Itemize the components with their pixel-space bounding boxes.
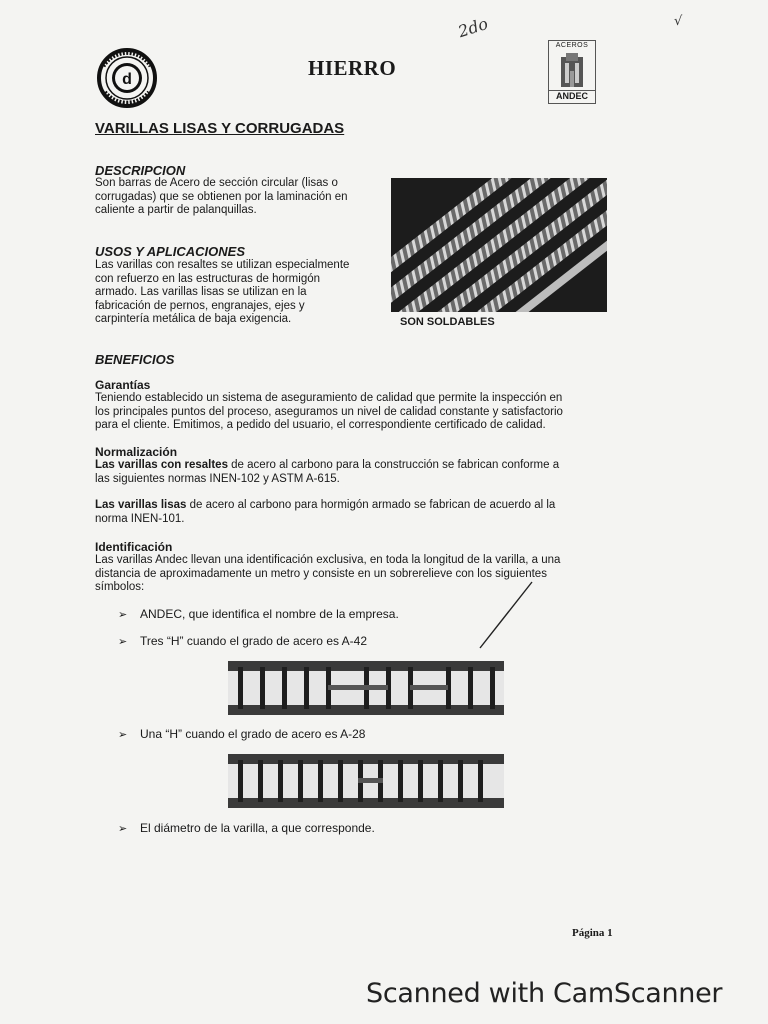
normalizacion-p1	[95, 459, 615, 486]
descripcion-line: caliente a partir de palanquillas.	[95, 204, 257, 216]
bullet-arrow-icon: ➢	[118, 609, 128, 621]
normalizacion-p2-rest: de acero al carbono para hormigón armado se fabrican de acuerdo al la	[186, 499, 556, 511]
handwritten-tick: √	[674, 14, 683, 29]
usos-line: armado. Las varillas lisas se utilizan en la	[95, 286, 307, 298]
garantias-heading: Garantías	[95, 378, 151, 392]
bullet-text: Una “H” cuando el grado de acero es A-28	[140, 727, 366, 741]
bullet-arrow-icon: ➢	[118, 636, 128, 648]
bullet-arrow-icon: ➢	[118, 823, 128, 835]
usos-line: Las varillas con resaltes se utilizan especialmente	[95, 259, 350, 271]
photo-caption: SON SOLDABLES	[400, 316, 495, 328]
identificacion-line: Las varillas Andec llevan una identificación exclusiva, en toda la longitud de la varilla, a una	[95, 554, 561, 566]
identificacion-bullet-3	[118, 727, 365, 741]
page-subtitle: VARILLAS LISAS Y CORRUGADAS	[95, 120, 345, 137]
page-title: HIERRO	[308, 56, 397, 80]
normalizacion-p1-rest: de acero al carbono para la construcción se fabrican conforme a	[227, 459, 560, 471]
garantias-line: para el cliente. Emitimos, a pedido del usuario, el correspondiente certificado de calidad.	[95, 419, 546, 431]
rebar-marking-one-h	[228, 754, 504, 808]
identificacion-line: distancia de aproximadamente un metro y consiste en un sobrerelieve con los siguientes	[95, 567, 547, 580]
handwritten-note: 2do	[455, 13, 491, 42]
normalizacion-p1-line2: las siguientes normas INEN-102 y ASTM A-615.	[95, 472, 340, 485]
identificacion-bullet-2	[118, 634, 367, 648]
usos-line: fabricación de pernos, engranajes, ejes y	[95, 299, 305, 312]
handwritten-slash-mark	[470, 578, 540, 658]
normalizacion-p2	[95, 499, 615, 526]
normalizacion-heading: Normalización	[95, 445, 178, 459]
usos-line: con refuerzo en las estructuras de hormigón	[95, 272, 321, 285]
identificacion-bullet-4	[118, 821, 375, 835]
descripcion-line: Son barras de Acero de sección circular (lisas o	[95, 177, 338, 189]
garantias-line: Teniendo establecido un sistema de aseguramiento de calidad que permite la inspección en	[95, 392, 563, 404]
garantias-line: los principales puntos del proceso, aseguramos un nivel de calidad constante y satisfactorio	[95, 405, 563, 418]
descripcion-heading: DESCRIPCION	[95, 163, 186, 178]
descripcion-text	[95, 177, 380, 218]
descripcion-line: corrugadas) que se obtienen por la laminación en	[95, 190, 348, 203]
company-seal-logo	[95, 48, 159, 108]
identificacion-bullet-1	[118, 607, 399, 621]
normalizacion-p1-bold: Las varillas con resaltes	[95, 459, 228, 471]
normalizacion-p2-line2: norma INEN-101.	[95, 512, 185, 525]
andec-logo-bottom-text: ANDEC	[549, 90, 595, 101]
usos-line: carpintería metálica de baja exigencia.	[95, 313, 292, 325]
andec-logo-top-text: ACEROS	[555, 42, 589, 49]
usos-heading: USOS Y APLICACIONES	[95, 244, 246, 259]
bullet-arrow-icon: ➢	[118, 729, 128, 741]
page-number: Página 1	[572, 927, 613, 939]
garantias-text	[95, 392, 615, 433]
rebar-photo	[391, 178, 607, 312]
bullet-text: Tres “H” cuando el grado de acero es A-42	[140, 634, 368, 648]
bullet-text: ANDEC, que identifica el nombre de la empresa.	[140, 607, 399, 621]
bullet-text: El diámetro de la varilla, a que corresponde.	[140, 821, 375, 835]
usos-text	[95, 259, 380, 327]
identificacion-heading: Identificación	[95, 540, 173, 554]
identificacion-line: símbolos:	[95, 581, 145, 593]
beneficios-heading: BENEFICIOS	[95, 352, 175, 367]
andec-logo	[548, 40, 596, 104]
logo-letter: d	[122, 71, 132, 88]
rebar-marking-three-h	[228, 661, 504, 715]
normalizacion-p2-bold: Las varillas lisas	[95, 499, 187, 511]
camscanner-watermark: Scanned with CamScanner	[366, 978, 723, 1009]
